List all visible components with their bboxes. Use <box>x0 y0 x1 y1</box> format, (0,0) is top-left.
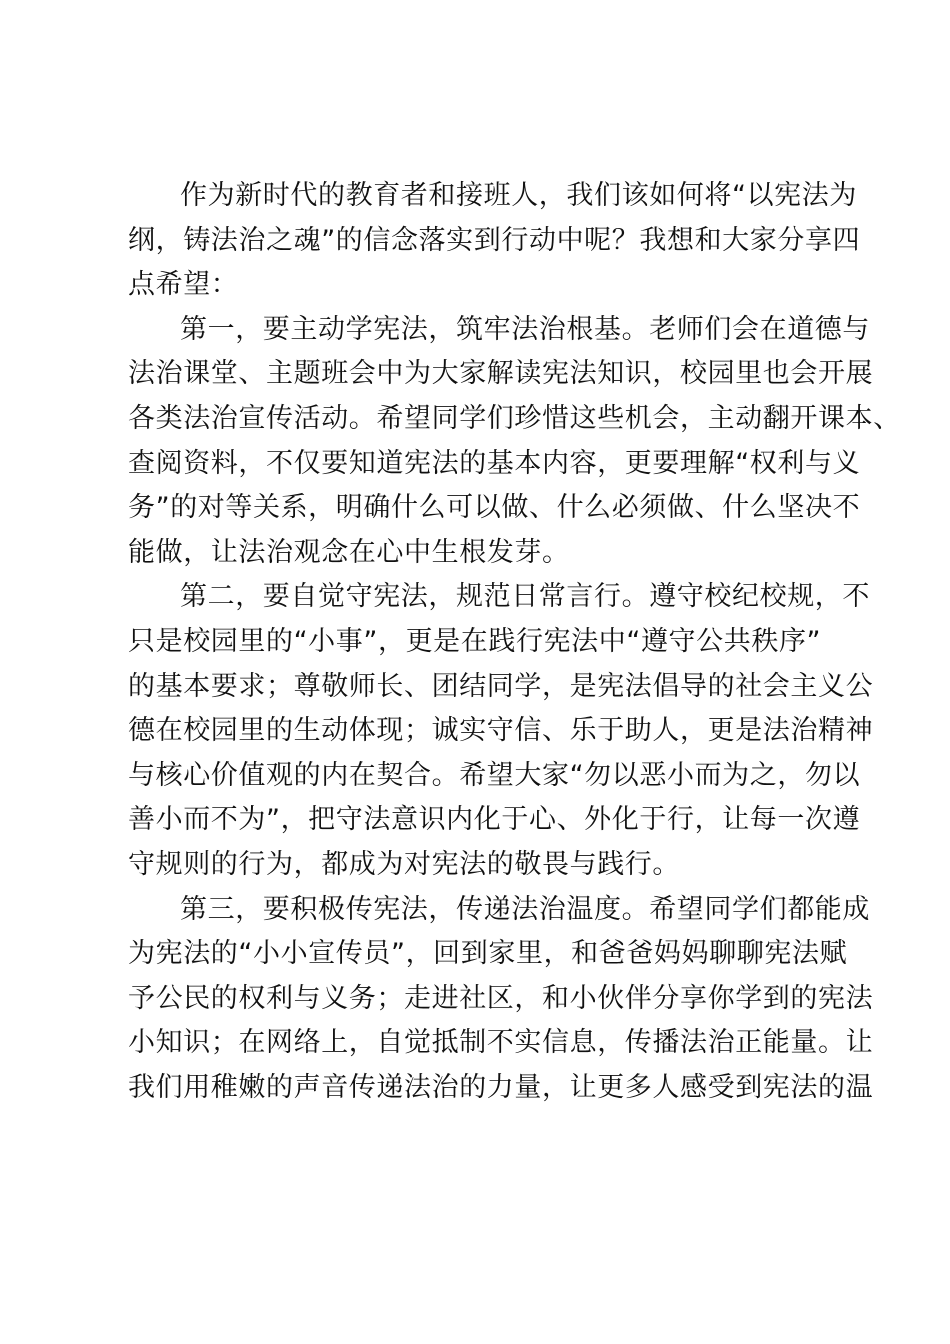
text-line: 善小而不为”，把守法意识内化于心、外化于行，让每一次遵 <box>128 804 861 836</box>
text-line: 的基本要求；尊敬师长、团结同学，是宪法倡导的社会主义公 <box>128 670 874 702</box>
text-line: 法治课堂、主题班会中为大家解读宪法知识，校园里也会开展 <box>128 358 874 390</box>
paragraph-third <box>128 888 908 1111</box>
paragraph-first <box>128 308 908 576</box>
paragraph-second <box>128 575 908 887</box>
paragraph-intro <box>128 174 908 308</box>
text-line: 纲，铸法治之魂”的信念落实到行动中呢？我想和大家分享四 <box>128 224 861 256</box>
text-line: 第二，要自觉守宪法，规范日常言行。遵守校纪校规，不 <box>180 581 870 613</box>
text-line: 点希望： <box>128 269 239 301</box>
text-line: 为宪法的“小小宣传员”，回到家里，和爸爸妈妈聊聊宪法赋 <box>128 938 848 970</box>
text-line: 我们用稚嫩的声音传递法治的力量，让更多人感受到宪法的温 <box>128 1071 874 1103</box>
text-line: 守规则的行为，都成为对宪法的敬畏与践行。 <box>128 848 680 880</box>
text-line: 予公民的权利与义务；走进社区，和小伙伴分享你学到的宪法 <box>128 982 874 1014</box>
text-line: 第一，要主动学宪法，筑牢法治根基。老师们会在道德与 <box>180 313 870 345</box>
text-line: 第三，要积极传宪法，传递法治温度。希望同学们都能成 <box>180 893 870 925</box>
text-line: 各类法治宣传活动。希望同学们珍惜这些机会，主动翻开课本、 <box>128 402 901 434</box>
text-line: 能做，让法治观念在心中生根发芽。 <box>128 536 570 568</box>
text-line: 与核心价值观的内在契合。希望大家“勿以恶小而为之，勿以 <box>128 759 861 791</box>
text-line: 德在校园里的生动体现；诚实守信、乐于助人，更是法治精神 <box>128 715 874 747</box>
text-line: 作为新时代的教育者和接班人，我们该如何将“以宪法为 <box>180 180 857 211</box>
text-line: 小知识；在网络上，自觉抵制不实信息，传播法治正能量。让 <box>128 1027 874 1059</box>
text-line: 务”的对等关系，明确什么可以做、什么必须做、什么坚决不 <box>128 492 861 524</box>
text-line: 只是校园里的“小事”，更是在践行宪法中“遵守公共秩序” <box>128 625 822 657</box>
body-text <box>128 174 908 1110</box>
text-line: 查阅资料，不仅要知道宪法的基本内容，更要理解“权利与义 <box>128 447 861 479</box>
